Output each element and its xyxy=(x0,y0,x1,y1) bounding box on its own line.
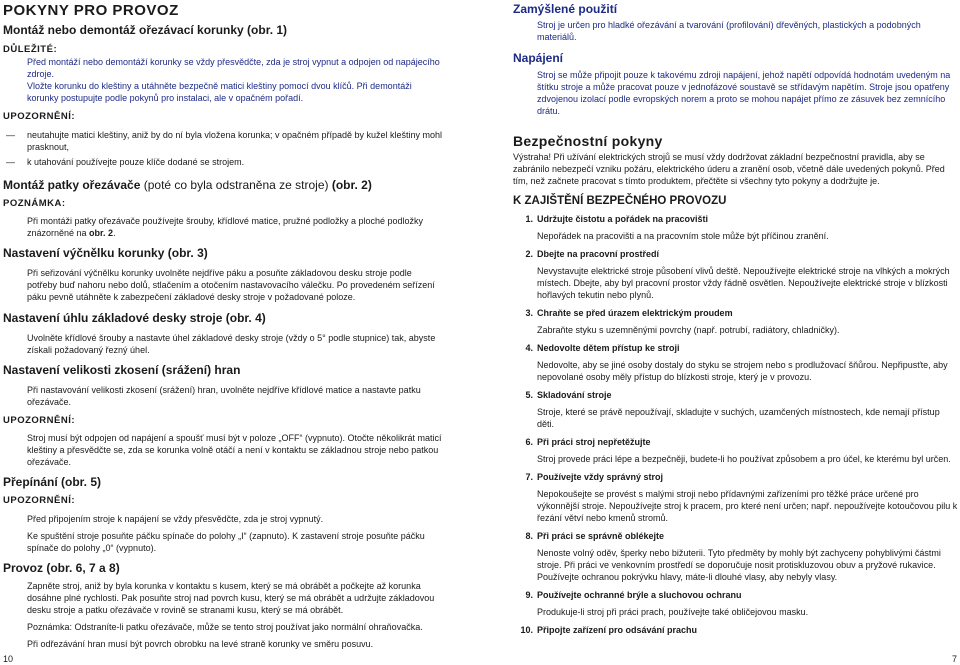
safety-item-title xyxy=(513,589,958,601)
safety-item-title xyxy=(513,530,958,542)
section-heading-switching: Přepínání (obr. 5) xyxy=(3,475,102,489)
mount-paragraph-1: Před montáží nebo demontáží korunky se vždy přesvědčte, zda je stroj vypnut a odpojen od napájecího zdroje. xyxy=(27,57,440,79)
warning-label: UPOZORNĚNÍ: xyxy=(3,111,75,122)
operation-paragraph-2: Poznámka: Odstraníte-li patku ořezávače, může se tento stroj používat jako normální ohraňovačka. xyxy=(27,622,423,632)
base-angle-paragraph: Uvolněte křídlové šrouby a nastavte úhel základové desky stroje (vždy o 5° podle stupnice) tak, abyste získali požadovaný řezný úhel. xyxy=(27,333,436,355)
safety-item xyxy=(513,389,958,430)
section-heading-mount: Montáž nebo demontáž ořezávací korunky (obr. 1) xyxy=(3,23,288,37)
power-paragraph: Stroj se může připojit pouze k takovému zdroji napájení, jehož napětí odpovídá hodnotám uvedeným na štítku stroje a může pracovat pouze v jednofázové soustavě se střídavým napětím. Stroje jsou opatřeny zdvojenou izolací podle evropských norem a proto se mohou napájet přímo ze zásuvek bez zemnícího drátu. xyxy=(537,70,951,116)
safety-caps-heading: K ZAJIŠTĚNÍ BEZPEČNÉHO PROVOZU xyxy=(513,195,727,207)
safety-item-title-text: Dbejte na pracovní prostředí xyxy=(537,249,660,259)
safety-item-number: 6. xyxy=(525,437,533,447)
section-heading-trimmer-foot: Montáž patky ořezávače (poté co byla odstraněna ze stroje) (obr. 2) xyxy=(3,178,372,192)
safety-item-number: 7. xyxy=(525,472,533,482)
safety-item-number: 4. xyxy=(525,343,533,353)
safety-item-title-text: Při práci se správně oblékejte xyxy=(537,531,665,541)
page-number-right: 7 xyxy=(952,654,958,664)
safety-item-text: Produkuje-li stroj při práci prach, používejte také obličejovou masku. xyxy=(537,607,809,617)
safety-item-title xyxy=(513,471,958,483)
safety-item xyxy=(513,342,958,383)
section-heading-base-angle: Nastavení úhlu základové desky stroje (obr. 4) xyxy=(3,311,266,325)
safety-item-title xyxy=(513,436,958,448)
chamfer-paragraph-2: Stroj musí být odpojen od napájení a spoušť musí být v poloze „OFF“ (vypnuto). Otočte několikrát maticí kleštiny a přesvědčte se, zda se korunka volně otáčí a není v kontaktu se základnou stroje nebo patkou ořezávače. xyxy=(27,433,442,467)
section-heading-operation: Provoz (obr. 6, 7 a 8) xyxy=(3,561,120,575)
safety-item-number: 3. xyxy=(525,308,533,318)
safety-item-number: 8. xyxy=(525,531,533,541)
safety-list xyxy=(513,213,958,636)
safety-item-title xyxy=(513,213,958,225)
section-heading-power: Napájení xyxy=(513,51,564,65)
chamfer-paragraph-1: Při nastavování velikosti zkosení (srážení) hran, uvolněte nejdříve křídlové matice a nastavte patku ořezávače. xyxy=(27,385,421,407)
safety-item-text: Nedovolte, aby se jiné osoby dostaly do styku se strojem nebo s prodlužovací šňůrou. Nepřipusťte, aby nepovolané osoby měly přístup do blízkosti stroje, který je v provozu. xyxy=(537,360,948,382)
bit-protrusion-paragraph: Při seřizování výčnělku korunky uvolněte nejdříve páku a posuňte základovou desku stroje podle potřeby buď nahoru nebo dolů, stlačením a otočením nastavovacího válečku. Po provedeném seřízení páku pevně utáhněte k zabezpečení základové desky stroje v požadované poloze. xyxy=(27,268,435,302)
safety-item-number: 2. xyxy=(525,249,533,259)
safety-item-title-text: Připojte zařízení pro odsávání prachu xyxy=(537,625,698,635)
safety-item-title-text: Chraňte se před úrazem elektrickým proudem xyxy=(537,308,733,318)
safety-item-title-text: Používejte ochranné brýle a sluchovou ochranu xyxy=(537,590,742,600)
note-label: POZNÁMKA: xyxy=(3,198,66,209)
section-heading-intended-use: Zamýšlené použití xyxy=(513,2,618,16)
safety-heading: Bezpečnostní pokyny xyxy=(513,133,663,149)
safety-item-number: 9. xyxy=(525,590,533,600)
safety-item xyxy=(513,213,958,242)
section-heading-bit-protrusion: Nastavení výčnělku korunky (obr. 3) xyxy=(3,246,208,260)
safety-warning-paragraph: Výstraha! Při užívání elektrických strojů se musí vždy dodržovat základní bezpečnostní pravidla, aby se zabránilo nebezpečí vzniku požáru, elektrického úderu a zranění osob, včetně dále uvedených pokynů. Před tím, než začnete pracovat s tímto produktem, přečtěte si všechny tyto pokyny a dodržujte je. xyxy=(513,152,945,186)
safety-item xyxy=(513,589,958,618)
safety-item-number: 1. xyxy=(525,214,533,224)
safety-item xyxy=(513,530,958,583)
switching-paragraph-2: Ke spuštění stroje posuňte páčku spínače do polohy „I“ (zapnuto). K zastavení stroje posuňte páčku spínače do polohy „0“ (vypnuto). xyxy=(27,531,425,553)
warning-dash-item-2: — k utahování používejte pouze klíče dodané se strojem. xyxy=(3,156,443,168)
safety-item-title-text: Při práci stroj nepřetěžujte xyxy=(537,437,651,447)
warning-label: UPOZORNĚNÍ: xyxy=(3,495,75,506)
switching-paragraph-1: Před připojením stroje k napájení se vždy přesvědčte, zda je stroj vypnutý. xyxy=(27,514,324,524)
important-label: DŮLEŽITÉ: xyxy=(3,44,58,55)
safety-item-title xyxy=(513,389,958,401)
page-number-left: 10 xyxy=(3,654,14,664)
safety-item-text: Zabraňte styku s uzemněnými povrchy (např. potrubí, radiátory, chladničky). xyxy=(537,325,840,335)
safety-item xyxy=(513,436,958,465)
safety-item-title xyxy=(513,307,958,319)
safety-item-text: Nenoste volný oděv, šperky nebo bižuterii. Tyto předměty by mohly být zachyceny pohyblivými částmi stroje. Při práci ve venkovním prostředí se doporučuje nosit protiskluzovou obuv a pryžové rukavice. Používejte ochranou pokrývku hlavy, máte-li dlouhé vlasy, aby nebyly vlasy. xyxy=(537,548,941,582)
safety-item xyxy=(513,624,958,636)
safety-item-title-text: Nedovolte dětem přístup ke stroji xyxy=(537,343,680,353)
mount-paragraph-2: Vložte korunku do kleštiny a utáhněte bezpečně matici kleštiny pomocí dvou klíčů. Při demontáži korunky postupujte podle pokynů pro instalaci, ale v opačném pořadí. xyxy=(27,81,412,103)
safety-item-text: Stroje, které se právě nepoužívají, skladujte v suchých, uzamčených místnostech, kde nemají přístup děti. xyxy=(537,407,940,429)
safety-item-text: Nepořádek na pracovišti a na pracovním stole může být příčinou zranění. xyxy=(537,231,829,241)
page-title: POKYNY PRO PROVOZ xyxy=(3,2,179,19)
safety-item-number: 10. xyxy=(520,625,533,635)
safety-item-title-text: Používejte vždy správný stroj xyxy=(537,472,664,482)
section-heading-chamfer: Nastavení velikosti zkosení (srážení) hran xyxy=(3,363,241,377)
safety-item-title-text: Udržujte čistotu a pořádek na pracovišti xyxy=(537,214,709,224)
safety-item-text: Stroj provede práci lépe a bezpečněji, budete-li ho používat způsobem a pro účel, ke kterému byl určen. xyxy=(537,454,951,464)
safety-item xyxy=(513,471,958,524)
safety-item-title xyxy=(513,624,958,636)
intended-use-paragraph: Stroj je určen pro hladké ořezávání a tvarování (profilování) dřevěných, plastických a podobných materiálů. xyxy=(537,20,921,42)
safety-item-text: Nevystavujte elektrické stroje působení vlivů deště. Nepoužívejte elektrické stroje na vlhkých a mokrých místech. Dbejte, aby byl pracovní prostor vždy řádně osvětlen. Nepoužívejte elektrické stroje v blízkosti hořlavých tekutin nebo plynů. xyxy=(537,266,950,300)
safety-item-title xyxy=(513,248,958,260)
trimmer-foot-paragraph: Při montáži patky ořezávače používejte šrouby, křídlové matice, pružné podložky a ploché podložky znázorněné na obr. 2. xyxy=(27,216,424,238)
safety-item xyxy=(513,307,958,336)
warning-label: UPOZORNĚNÍ: xyxy=(3,415,75,426)
safety-item-title-text: Skladování stroje xyxy=(537,390,612,400)
safety-item xyxy=(513,248,958,301)
safety-item-title xyxy=(513,342,958,354)
right-column xyxy=(513,0,958,636)
operation-paragraph-1: Zapněte stroj, aniž by byla korunka v kontaktu s kusem, který se má obrábět a počkejte až korunka dosáhne plné rychlosti. Pak posuňte stroj nad povrch kusu, který se má obrábět a udržujte základovou desku stroje a patku ořezávače v rovině se stranami kusu, který se má obrábět. xyxy=(27,581,435,615)
operation-paragraph-3: Při odřezávání hran musí být povrch obrobku na levé straně korunky ve směru posuvu. xyxy=(27,639,374,649)
warning-dash-item-1: — neutahujte matici kleštiny, aniž by do ní byla vložena korunka; v opačném případě by kužel kleštiny mohl prasknout, xyxy=(3,129,443,153)
safety-item-number: 5. xyxy=(525,390,533,400)
left-column xyxy=(3,0,443,650)
safety-item-text: Nepokoušejte se provést s malými stroji nebo přídavnými zařízeními pro těžké práce určené pro výkonnější stroje. Nepoužívejte stroj k pracem, pro které není určen; např. nepoužívejte kotoučovou pilu k řezání větví nebo kmenů stromů. xyxy=(537,489,958,523)
